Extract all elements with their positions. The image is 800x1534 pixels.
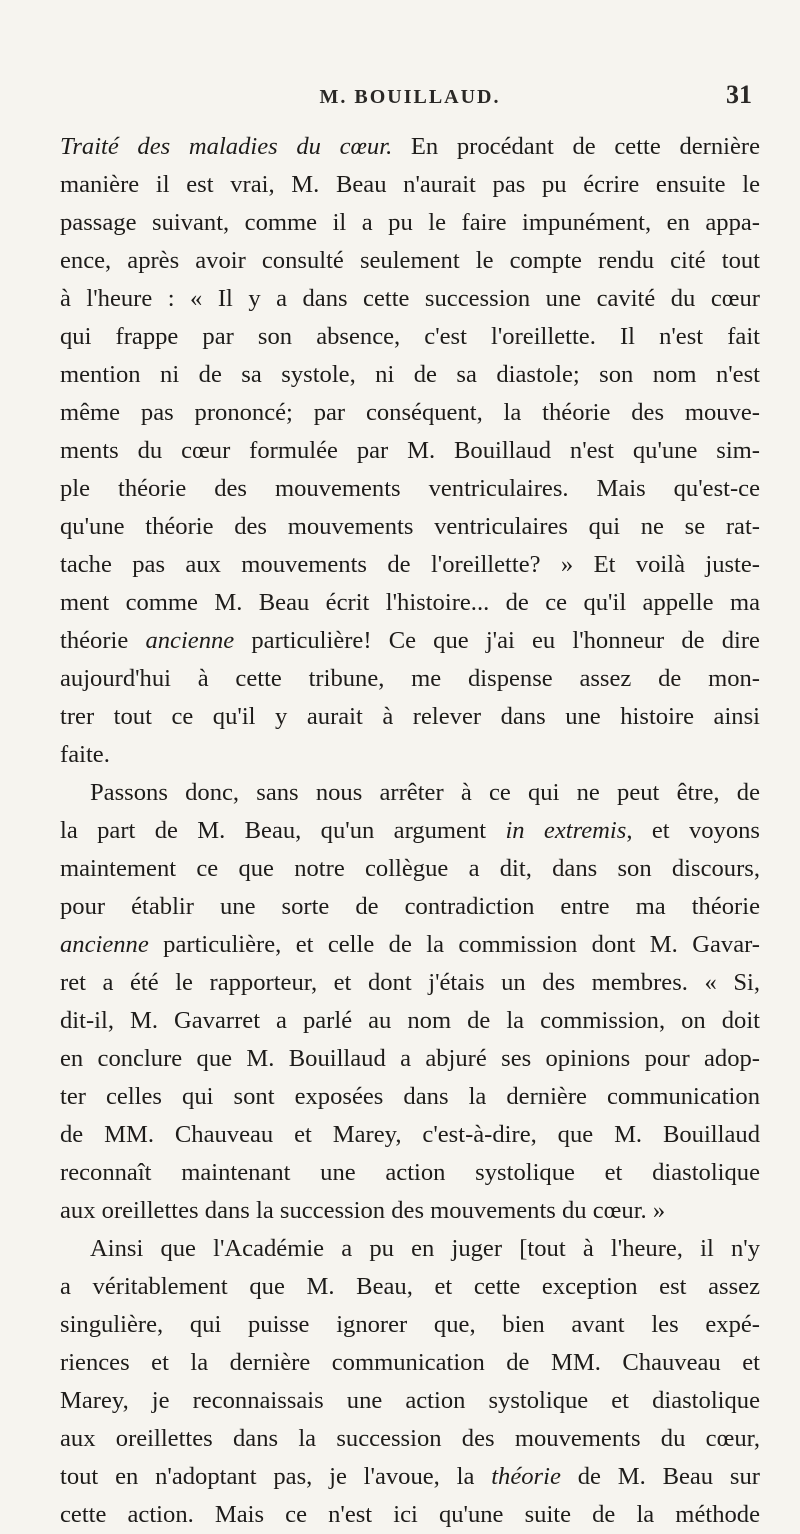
- text-segment: singulière, qui puisse ignorer que, bien avant les expé-: [60, 1311, 760, 1338]
- text-line: [60, 1116, 760, 1154]
- text-segment: tache pas aux mouvements de l'oreillette? » Et voilà juste-: [60, 551, 760, 578]
- text-segment: Passons donc, sans nous arrêter à ce qui ne peut être, de: [90, 779, 760, 806]
- text-segment: pour établir une sorte de contradiction entre ma théorie: [60, 893, 760, 920]
- text-segment: dit-il, M. Gavarret a parlé au nom de la commission, on doit: [60, 1007, 760, 1034]
- italic-text: Traité des maladies du cœur.: [60, 133, 393, 160]
- text-segment: reconnaît maintenant une action systolique et diastolique: [60, 1159, 760, 1186]
- text-line: [60, 622, 760, 660]
- text-segment: particulière! Ce que j'ai eu l'honneur de dire: [234, 627, 760, 654]
- text-line: [60, 698, 760, 736]
- text-line: [60, 1230, 760, 1268]
- text-segment: cette action. Mais ce n'est ici qu'une suite de la méthode: [60, 1501, 760, 1528]
- text-line: [60, 318, 760, 356]
- text-segment: maintement ce que notre collègue a dit, dans son discours,: [60, 855, 760, 882]
- text-segment: ence, après avoir consulté seulement le compte rendu cité tout: [60, 247, 760, 274]
- text-line: [60, 1420, 760, 1458]
- text-segment: faite.: [60, 741, 110, 768]
- text-segment: de M. Beau sur: [560, 1463, 760, 1490]
- text-line: [60, 584, 760, 622]
- text-line: [60, 736, 760, 774]
- text-line: [60, 166, 760, 204]
- text-line: [60, 508, 760, 546]
- text-line: [60, 850, 760, 888]
- text-segment: ret a été le rapporteur, et dont j'étais un des membres. « Si,: [60, 969, 760, 996]
- text-segment: Ainsi que l'Académie a pu en juger [tout à l'heure, il n'y: [90, 1235, 760, 1262]
- text-segment: qui frappe par son absence, c'est l'oreillette. Il n'est fait: [60, 323, 760, 350]
- text-line: [60, 432, 760, 470]
- text-segment: riences et la dernière communication de MM. Chauveau et: [60, 1349, 760, 1376]
- text-line: [60, 888, 760, 926]
- text-segment: mention ni de sa systole, ni de sa diastole; son nom n'est: [60, 361, 760, 388]
- text-segment: a véritablement que M. Beau, et cette exception est assez: [60, 1273, 760, 1300]
- text-line: [60, 964, 760, 1002]
- text-segment: à l'heure : « Il y a dans cette succession une cavité du cœur: [60, 285, 760, 312]
- text-line: [60, 812, 760, 850]
- italic-text: ancienne: [60, 931, 149, 958]
- text-line: [60, 1458, 760, 1496]
- text-segment: En procédant de cette dernière: [392, 133, 760, 160]
- text-line: [60, 280, 760, 318]
- text-line: [60, 1306, 760, 1344]
- text-segment: Marey, je reconnaissais une action systolique et diastolique: [60, 1387, 760, 1414]
- text-segment: particulière, et celle de la commission dont M. Gavar-: [148, 931, 760, 958]
- text-line: [60, 1154, 760, 1192]
- text-line: [60, 926, 760, 964]
- body-text: [60, 128, 760, 1534]
- text-segment: ple théorie des mouvements ventriculaires. Mais qu'est-ce: [60, 475, 760, 502]
- text-line: [60, 1040, 760, 1078]
- text-segment: même pas prononcé; par conséquent, la théorie des mouve-: [60, 399, 760, 426]
- italic-text: théorie: [491, 1463, 561, 1490]
- text-segment: manière il est vrai, M. Beau n'aurait pas pu écrire ensuite le: [60, 171, 760, 198]
- text-line: [60, 1078, 760, 1116]
- text-line: [60, 394, 760, 432]
- text-segment: , et voyons: [626, 817, 760, 844]
- text-line: [60, 470, 760, 508]
- text-segment: aujourd'hui à cette tribune, me dispense assez de mon-: [60, 665, 760, 692]
- text-segment: théorie: [60, 627, 146, 654]
- text-line: [60, 1268, 760, 1306]
- text-line: [60, 1002, 760, 1040]
- text-segment: ment comme M. Beau écrit l'histoire... de ce qu'il appelle ma: [60, 589, 760, 616]
- text-segment: aux oreillettes dans la succession des mouvements du cœur. »: [60, 1197, 666, 1224]
- text-segment: qu'une théorie des mouvements ventriculaires qui ne se rat-: [60, 513, 760, 540]
- italic-text: ancienne: [145, 627, 235, 654]
- text-line: [60, 242, 760, 280]
- text-segment: aux oreillettes dans la succession des mouvements du cœur,: [60, 1425, 760, 1452]
- text-segment: en conclure que M. Bouillaud a abjuré ses opinions pour adop-: [60, 1045, 760, 1072]
- text-segment: passage suivant, comme il a pu le faire impunément, en appa-: [60, 209, 760, 236]
- running-title: M. BOUILLAUD.: [319, 86, 501, 108]
- text-segment: la part de M. Beau, qu'un argument: [60, 817, 506, 844]
- text-line: [60, 128, 760, 166]
- page-number: 31: [726, 80, 752, 109]
- text-line: [60, 774, 760, 812]
- running-header: [60, 80, 760, 116]
- text-line: [60, 356, 760, 394]
- italic-text: in extremis: [505, 817, 627, 844]
- text-line: [60, 1382, 760, 1420]
- text-segment: de MM. Chauveau et Marey, c'est-à-dire, que M. Bouillaud: [60, 1121, 760, 1148]
- text-line: [60, 546, 760, 584]
- text-segment: tout en n'adoptant pas, je l'avoue, la: [60, 1463, 492, 1490]
- text-line: [60, 1344, 760, 1382]
- text-segment: ter celles qui sont exposées dans la dernière communication: [60, 1083, 760, 1110]
- text-line: [60, 660, 760, 698]
- text-segment: trer tout ce qu'il y aurait à relever dans une histoire ainsi: [60, 703, 760, 730]
- text-line: [60, 1192, 760, 1230]
- text-line: [60, 204, 760, 242]
- text-line: [60, 1496, 760, 1534]
- text-segment: ments du cœur formulée par M. Bouillaud n'est qu'une sim-: [60, 437, 760, 464]
